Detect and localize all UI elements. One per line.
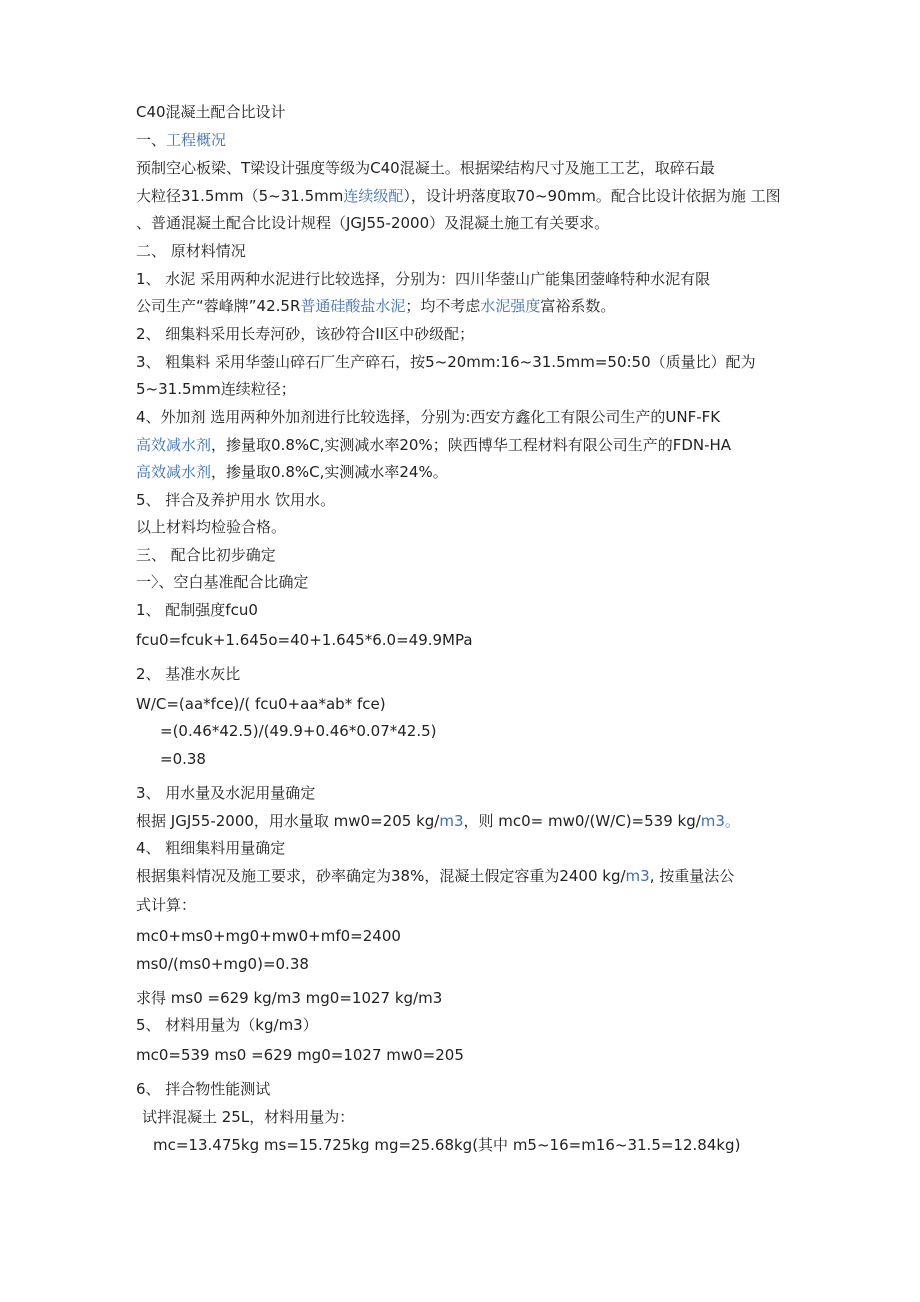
portland-cement-link[interactable]: 普通硅酸盐水泥 (300, 297, 406, 315)
cubic-meter-link[interactable]: m3。 (700, 812, 740, 830)
material-5: 5、 拌合及养护用水 饮用水。 (136, 491, 336, 509)
text-run: 公司生产“蓉峰牌”42.5R (136, 297, 301, 315)
text-run: 富裕系数。 (540, 297, 616, 315)
text-run: ），设计坍落度取70~90mm。配合比设计依据为施 工图 (403, 187, 781, 205)
material-1-line-2 (136, 296, 615, 316)
overview-line-3: 、普通混凝土配合比设计规程（JGJ55-2000）及混凝土施工有关要求。 (136, 214, 610, 232)
section-1-title-link[interactable]: 工程概况 (166, 131, 227, 149)
cubic-meter-link[interactable]: m3 (439, 812, 464, 830)
overview-line-1: 预制空心板梁、T梁设计强度等级为C40混凝土。根据梁结构尺寸及施工工艺，取碎石最 (136, 159, 715, 177)
step-2-title: 2、 基准水灰比 (136, 665, 241, 683)
text-run: , 按重量法公 (649, 867, 735, 885)
material-4-line-1: 4、外加剂 选用两种外加剂进行比较选择，分别为:西安方鑫化工有限公司生产的UNF-FK (136, 408, 721, 426)
continuous-gradation-link[interactable]: 连续级配 (343, 187, 404, 205)
step-4-formula-2: ms0/(ms0+mg0)=0.38 (136, 955, 309, 973)
step-3-line (136, 811, 740, 831)
step-4-result: 求得 ms0 =629 kg/m3 mg0=1027 kg/m3 (136, 989, 443, 1007)
step-1-title: 1、 配制强度fcu0 (136, 601, 258, 619)
text-run: ，掺量取0.8%C,实测减水率24%。 (211, 463, 448, 481)
step-6-line-1: 试拌混凝土 25L，材料用量为： (142, 1108, 355, 1126)
section-1-heading (136, 130, 226, 150)
material-4-line-3 (136, 462, 448, 482)
step-4-line-1 (136, 866, 734, 886)
step-5-values: mc0=539 ms0 =629 mg0=1027 mw0=205 (136, 1046, 464, 1064)
step-4-formula-1: mc0+ms0+mg0+mw0+mf0=2400 (136, 927, 401, 945)
superplasticizer-link[interactable]: 高效减水剂 (136, 436, 212, 454)
section-2-heading: 二、 原材料情况 (136, 242, 246, 260)
section-3-heading: 三、 配合比初步确定 (136, 546, 276, 564)
text-run: 根据 JGJ55-2000，用水量取 mw0=205 kg/ (136, 812, 440, 830)
material-2: 2、 细集料采用长寿河砂，该砂符合II区中砂级配； (136, 325, 475, 343)
text-run: ；均不考虑 (405, 297, 481, 315)
material-4-line-2 (136, 435, 731, 455)
text-run: 大粒径31.5mm（5~31.5mm (136, 187, 344, 205)
step-4-title: 4、 粗细集料用量确定 (136, 839, 286, 857)
step-5-title: 5、 材料用量为（kg/m3） (136, 1016, 318, 1034)
text-run: 根据集料情况及施工要求，砂率确定为38%，混凝土假定容重为2400 kg/ (136, 867, 626, 885)
superplasticizer-link[interactable]: 高效减水剂 (136, 463, 212, 481)
subsection-1-heading: 一〉、空白基准配合比确定 (136, 573, 309, 591)
material-3-line-2: 5~31.5mm连续粒径； (136, 380, 296, 398)
cement-strength-link[interactable]: 水泥强度 (480, 297, 541, 315)
step-2-formula-1: W/C=(aa*fce)/( fcu0+aa*ab* fce) (136, 695, 386, 713)
material-1-line-1: 1、 水泥 采用两种水泥进行比较选择，分别为：四川华蓥山广能集团蓥峰特种水泥有限 (136, 270, 711, 288)
step-6-title: 6、 拌合物性能测试 (136, 1080, 271, 1098)
step-1-formula: fcu0=fcuk+1.645o=40+1.645*6.0=49.9MPa (136, 631, 473, 649)
step-4-line-2: 式计算： (136, 896, 197, 914)
material-3-line-1: 3、 粗集料 采用华蓥山碎石厂生产碎石，按5~20mm:16~31.5mm=50:50（质量比）配为 (136, 353, 756, 371)
text-run: ，掺量取0.8%C,实测减水率20%；陕西博华工程材料有限公司生产的FDN-HA (211, 436, 732, 454)
cubic-meter-link[interactable]: m3 (625, 867, 650, 885)
section-1-number: 一、 (136, 131, 167, 149)
step-2-formula-2: =(0.46*42.5)/(49.9+0.46*0.07*42.5) (160, 722, 437, 740)
text-run: ，则 mc0= mw0/(W/C)=539 kg/ (463, 812, 701, 830)
step-6-line-2: mc=13.475kg ms=15.725kg mg=25.68kg(其中 m5~16=m16~31.5=12.84kg) (153, 1136, 741, 1154)
overview-line-2 (136, 186, 781, 206)
doc-title: C40混凝土配合比设计 (136, 103, 286, 121)
step-3-title: 3、 用水量及水泥用量确定 (136, 784, 316, 802)
materials-conclusion: 以上材料均检验合格。 (136, 518, 287, 536)
step-2-formula-3: =0.38 (160, 750, 206, 768)
